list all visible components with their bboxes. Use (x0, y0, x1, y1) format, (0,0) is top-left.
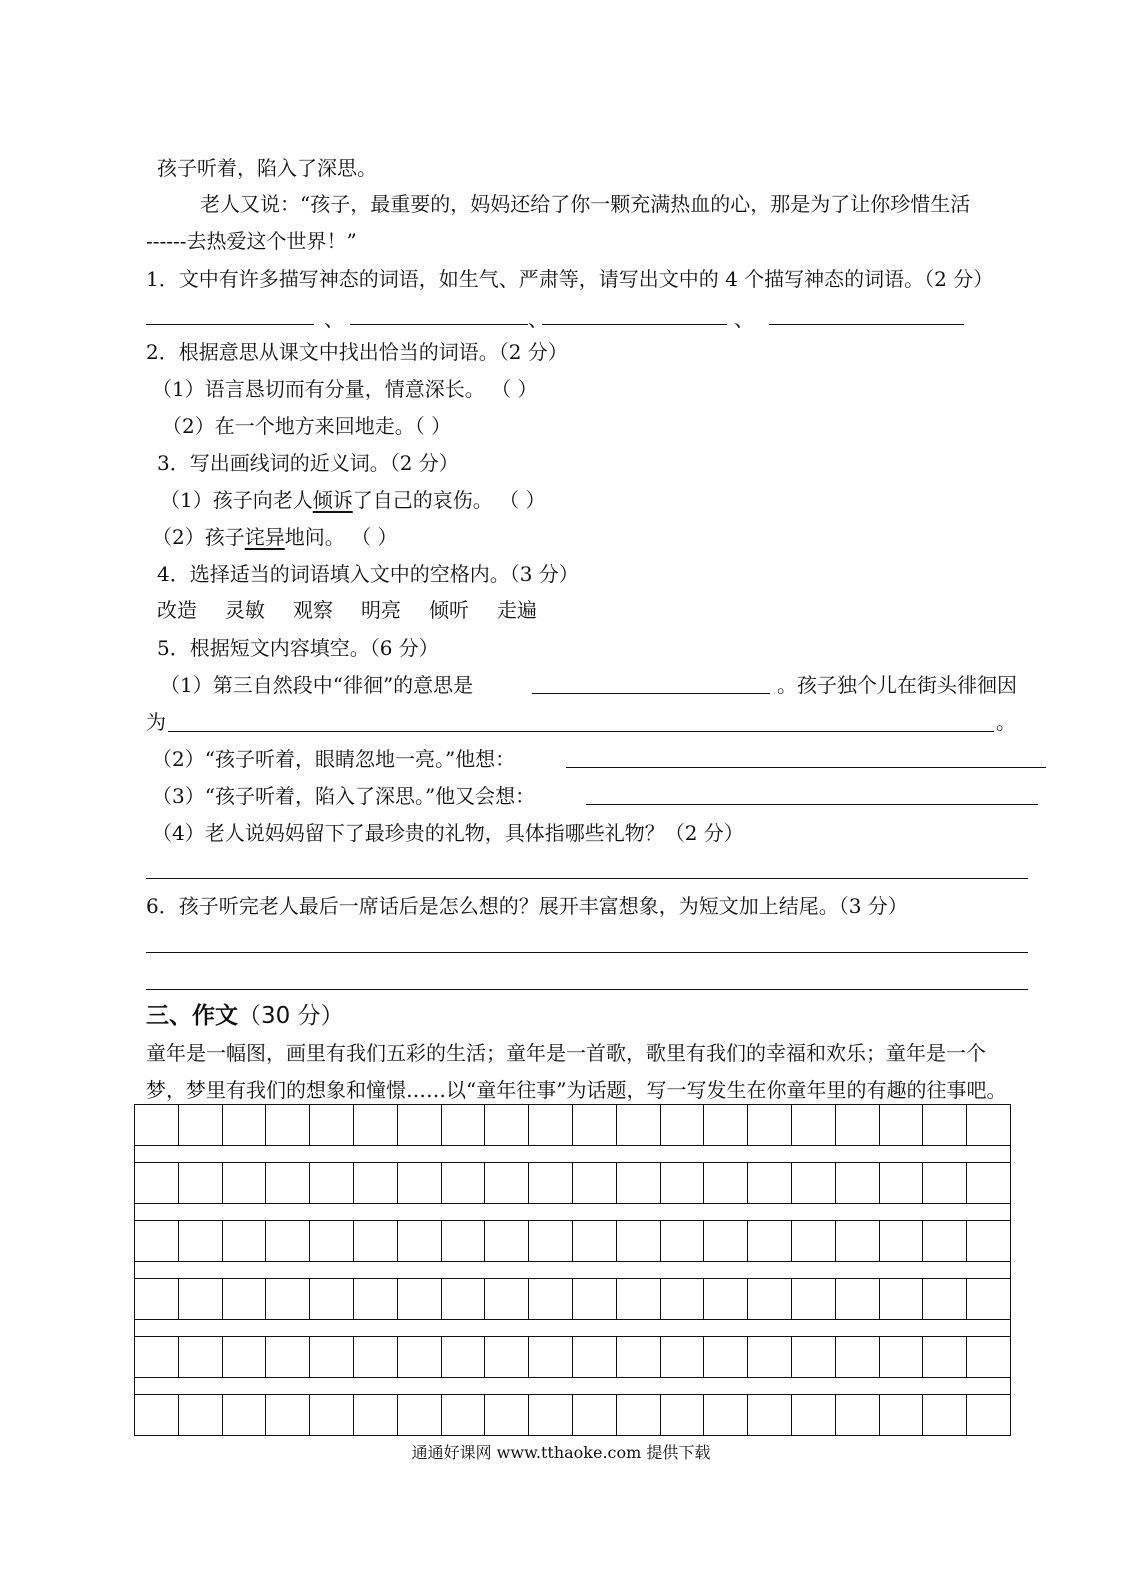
grid-cell[interactable] (354, 1105, 398, 1145)
grid-cell[interactable] (967, 1163, 1010, 1203)
section-title: 三、作文 (146, 1003, 238, 1029)
grid-cell[interactable] (266, 1279, 310, 1319)
grid-cell[interactable] (135, 1337, 179, 1377)
grid-cell[interactable] (880, 1221, 924, 1261)
grid-cell[interactable] (573, 1279, 617, 1319)
grid-cell[interactable] (485, 1163, 529, 1203)
grid-cell[interactable] (923, 1163, 967, 1203)
grid-cell[interactable] (310, 1395, 354, 1435)
grid-cell[interactable] (398, 1105, 442, 1145)
grid-cell[interactable] (967, 1105, 1010, 1145)
grid-cell[interactable] (792, 1163, 836, 1203)
grid-cell[interactable] (661, 1163, 705, 1203)
grid-cell[interactable] (704, 1105, 748, 1145)
grid-cell[interactable] (442, 1279, 486, 1319)
grid-cell[interactable] (792, 1337, 836, 1377)
grid-cell[interactable] (967, 1221, 1010, 1261)
grid-cell[interactable] (529, 1395, 573, 1435)
grid-cell[interactable] (266, 1163, 310, 1203)
underlined-word: 倾诉 (312, 488, 353, 512)
grid-cell[interactable] (748, 1395, 792, 1435)
grid-cell[interactable] (617, 1279, 661, 1319)
grid-cell[interactable] (310, 1337, 354, 1377)
grid-cell[interactable] (529, 1279, 573, 1319)
grid-cell[interactable] (967, 1279, 1010, 1319)
grid-row (134, 1162, 1011, 1204)
grid-cell[interactable] (836, 1221, 880, 1261)
grid-row (134, 1336, 1011, 1378)
grid-cell[interactable] (792, 1395, 836, 1435)
grid-cell[interactable] (792, 1279, 836, 1319)
grid-cell[interactable] (442, 1395, 486, 1435)
question-2: 2．根据意思从课文中找出恰当的词语。（2 分） (146, 340, 568, 364)
question-5-item-1: （1）第三自然段中“徘徊”的意思是 (160, 673, 474, 697)
grid-cell[interactable] (529, 1105, 573, 1145)
grid-cell[interactable] (661, 1221, 705, 1261)
item-text: （2）孩子 (152, 525, 245, 549)
grid-cell[interactable] (617, 1105, 661, 1145)
composition-grid[interactable] (134, 1104, 1011, 1436)
grid-cell[interactable] (923, 1279, 967, 1319)
grid-cell[interactable] (923, 1395, 967, 1435)
grid-cell[interactable] (661, 1337, 705, 1377)
grid-cell[interactable] (704, 1395, 748, 1435)
grid-cell[interactable] (573, 1337, 617, 1377)
grid-cell[interactable] (135, 1221, 179, 1261)
grid-cell[interactable] (179, 1395, 223, 1435)
passage-line: 孩子听着，陷入了深思。 (157, 156, 377, 180)
grid-cell[interactable] (704, 1221, 748, 1261)
grid-cell[interactable] (223, 1337, 267, 1377)
answer-blank[interactable] (542, 324, 727, 325)
question-3-item-1 (160, 487, 545, 513)
grid-row (134, 1104, 1011, 1146)
grid-cell[interactable] (836, 1163, 880, 1203)
grid-cell[interactable] (836, 1105, 880, 1145)
grid-cell[interactable] (266, 1221, 310, 1261)
word-option: 走遍 (497, 598, 537, 622)
grid-cell[interactable] (442, 1105, 486, 1145)
grid-cell[interactable] (661, 1105, 705, 1145)
answer-blank[interactable] (769, 324, 964, 325)
grid-cell[interactable] (310, 1221, 354, 1261)
grid-cell[interactable] (135, 1163, 179, 1203)
grid-row-gap (134, 1320, 1011, 1336)
grid-cell[interactable] (310, 1279, 354, 1319)
answer-line[interactable] (146, 989, 1028, 990)
grid-row-gap (134, 1146, 1011, 1162)
grid-cell[interactable] (223, 1221, 267, 1261)
grid-cell[interactable] (223, 1395, 267, 1435)
question-5-item-2: （2）“孩子听着，眼睛忽地一亮。”他想： (152, 747, 516, 771)
grid-cell[interactable] (442, 1163, 486, 1203)
grid-cell[interactable] (223, 1105, 267, 1145)
grid-cell[interactable] (266, 1105, 310, 1145)
essay-prompt: 童年是一幅图，画里有我们五彩的生活；童年是一首歌，歌里有我们的幸福和欢乐；童年是一个 (146, 1041, 986, 1065)
grid-cell[interactable] (792, 1221, 836, 1261)
grid-cell[interactable] (354, 1395, 398, 1435)
grid-cell[interactable] (485, 1395, 529, 1435)
question-2-item-1: （1）语言恳切而有分量，情意深长。 （ ） (152, 377, 538, 401)
grid-cell[interactable] (748, 1163, 792, 1203)
grid-cell[interactable] (836, 1395, 880, 1435)
item-text: （1）孩子向老人 (160, 488, 313, 512)
grid-cell[interactable] (529, 1337, 573, 1377)
grid-cell[interactable] (617, 1337, 661, 1377)
grid-cell[interactable] (223, 1279, 267, 1319)
section-heading (146, 1001, 344, 1031)
word-bank (157, 597, 565, 623)
grid-cell[interactable] (661, 1395, 705, 1435)
grid-row (134, 1394, 1011, 1436)
grid-cell[interactable] (485, 1105, 529, 1145)
grid-cell[interactable] (836, 1279, 880, 1319)
grid-cell[interactable] (792, 1105, 836, 1145)
separator: 、 (324, 307, 344, 331)
grid-cell[interactable] (617, 1395, 661, 1435)
grid-cell[interactable] (704, 1279, 748, 1319)
grid-cell[interactable] (398, 1163, 442, 1203)
question-5: 5．根据短文内容填空。（6 分） (157, 636, 439, 660)
grid-cell[interactable] (617, 1221, 661, 1261)
grid-row-gap (134, 1204, 1011, 1220)
grid-cell[interactable] (704, 1163, 748, 1203)
grid-cell[interactable] (748, 1337, 792, 1377)
question-3-item-2 (152, 524, 397, 550)
grid-cell[interactable] (179, 1105, 223, 1145)
grid-cell[interactable] (398, 1279, 442, 1319)
question-3: 3．写出画线词的近义词。（2 分） (157, 451, 459, 475)
question-5-item-3: （3）“孩子听着，陷入了深思。”他又会想： (152, 784, 536, 808)
grid-cell[interactable] (617, 1163, 661, 1203)
grid-cell[interactable] (529, 1221, 573, 1261)
separator: 、 (734, 307, 754, 331)
answer-blank[interactable] (532, 693, 770, 694)
grid-cell[interactable] (398, 1337, 442, 1377)
grid-cell[interactable] (880, 1105, 924, 1145)
grid-cell[interactable] (573, 1395, 617, 1435)
grid-cell[interactable] (880, 1163, 924, 1203)
grid-cell[interactable] (573, 1221, 617, 1261)
grid-cell[interactable] (748, 1105, 792, 1145)
word-option: 倾听 (429, 598, 469, 622)
grid-cell[interactable] (573, 1163, 617, 1203)
grid-cell[interactable] (354, 1221, 398, 1261)
grid-cell[interactable] (310, 1163, 354, 1203)
word-option: 观察 (293, 598, 333, 622)
grid-row-gap (134, 1378, 1011, 1394)
grid-row-gap (134, 1262, 1011, 1278)
question-6: 6．孩子听完老人最后一席话后是怎么想的？展开丰富想象，为短文加上结尾。（3 分） (146, 894, 908, 918)
period: 。 (996, 710, 1016, 734)
grid-cell[interactable] (398, 1221, 442, 1261)
grid-cell[interactable] (179, 1279, 223, 1319)
grid-cell[interactable] (485, 1337, 529, 1377)
grid-cell[interactable] (135, 1105, 179, 1145)
question-5-item-4: （4）老人说妈妈留下了最珍贵的礼物，具体指哪些礼物？（2 分） (152, 821, 744, 845)
grid-cell[interactable] (836, 1337, 880, 1377)
word-option: 灵敏 (225, 598, 265, 622)
footer-credit: 通通好课网 www.tthaoke.com 提供下载 (411, 1443, 711, 1462)
grid-cell[interactable] (529, 1163, 573, 1203)
grid-cell[interactable] (923, 1105, 967, 1145)
grid-cell[interactable] (442, 1221, 486, 1261)
grid-cell[interactable] (223, 1163, 267, 1203)
grid-cell[interactable] (967, 1395, 1010, 1435)
question-5-item-1-cont: 为 (146, 710, 166, 734)
section-score: （30 分） (238, 1003, 344, 1029)
passage-line: 老人又说：“孩子，最重要的，妈妈还给了你一颗充满热血的心，那是为了让你珍惜生活 (200, 192, 971, 216)
question-4: 4．选择适当的词语填入文中的空格内。（3 分） (157, 562, 579, 586)
grid-cell[interactable] (967, 1337, 1010, 1377)
question-2-item-2: （2）在一个地方来回地走。（ ） (162, 414, 452, 438)
grid-cell[interactable] (266, 1337, 310, 1377)
grid-cell[interactable] (442, 1337, 486, 1377)
question-1: 1．文中有许多描写神态的词语，如生气、严肃等，请写出文中的 4 个描写神态的词语。（2 分） (146, 267, 994, 291)
answer-blank[interactable] (566, 767, 1046, 768)
grid-cell[interactable] (880, 1395, 924, 1435)
answer-line[interactable] (146, 878, 1028, 879)
grid-cell[interactable] (179, 1221, 223, 1261)
essay-prompt: 梦，梦里有我们的想象和憧憬……以“童年往事”为话题，写一写发生在你童年里的有趣的往事吧。 (146, 1078, 1007, 1102)
grid-cell[interactable] (880, 1279, 924, 1319)
item-text: 了自己的哀伤。 （ ） (352, 488, 546, 512)
answer-blank[interactable] (586, 804, 1038, 805)
answer-blank[interactable] (146, 324, 314, 325)
grid-cell[interactable] (880, 1337, 924, 1377)
grid-cell[interactable] (573, 1105, 617, 1145)
grid-cell[interactable] (748, 1221, 792, 1261)
passage-line: ------去热爱这个世界！” (146, 229, 357, 253)
grid-cell[interactable] (923, 1221, 967, 1261)
word-option: 改造 (157, 598, 197, 622)
grid-cell[interactable] (179, 1337, 223, 1377)
grid-cell[interactable] (485, 1221, 529, 1261)
grid-row (134, 1220, 1011, 1262)
grid-cell[interactable] (748, 1279, 792, 1319)
item-text: 地问。 （ ） (284, 525, 398, 549)
grid-cell[interactable] (354, 1337, 398, 1377)
question-5-item-1-cont: 。孩子独个儿在街头徘徊因 (777, 673, 1017, 697)
answer-blank[interactable] (350, 324, 528, 325)
grid-cell[interactable] (266, 1395, 310, 1435)
grid-cell[interactable] (135, 1279, 179, 1319)
grid-cell[interactable] (179, 1163, 223, 1203)
underlined-word: 诧异 (244, 525, 285, 549)
answer-blank[interactable] (168, 731, 994, 732)
grid-cell[interactable] (485, 1279, 529, 1319)
grid-cell[interactable] (310, 1105, 354, 1145)
grid-row (134, 1278, 1011, 1320)
grid-cell[interactable] (923, 1337, 967, 1377)
grid-cell[interactable] (135, 1395, 179, 1435)
grid-cell[interactable] (661, 1279, 705, 1319)
grid-cell[interactable] (398, 1395, 442, 1435)
grid-cell[interactable] (354, 1279, 398, 1319)
grid-cell[interactable] (704, 1337, 748, 1377)
separator: 、 (528, 307, 548, 331)
grid-cell[interactable] (354, 1163, 398, 1203)
word-option: 明亮 (361, 598, 401, 622)
answer-line[interactable] (146, 952, 1028, 953)
